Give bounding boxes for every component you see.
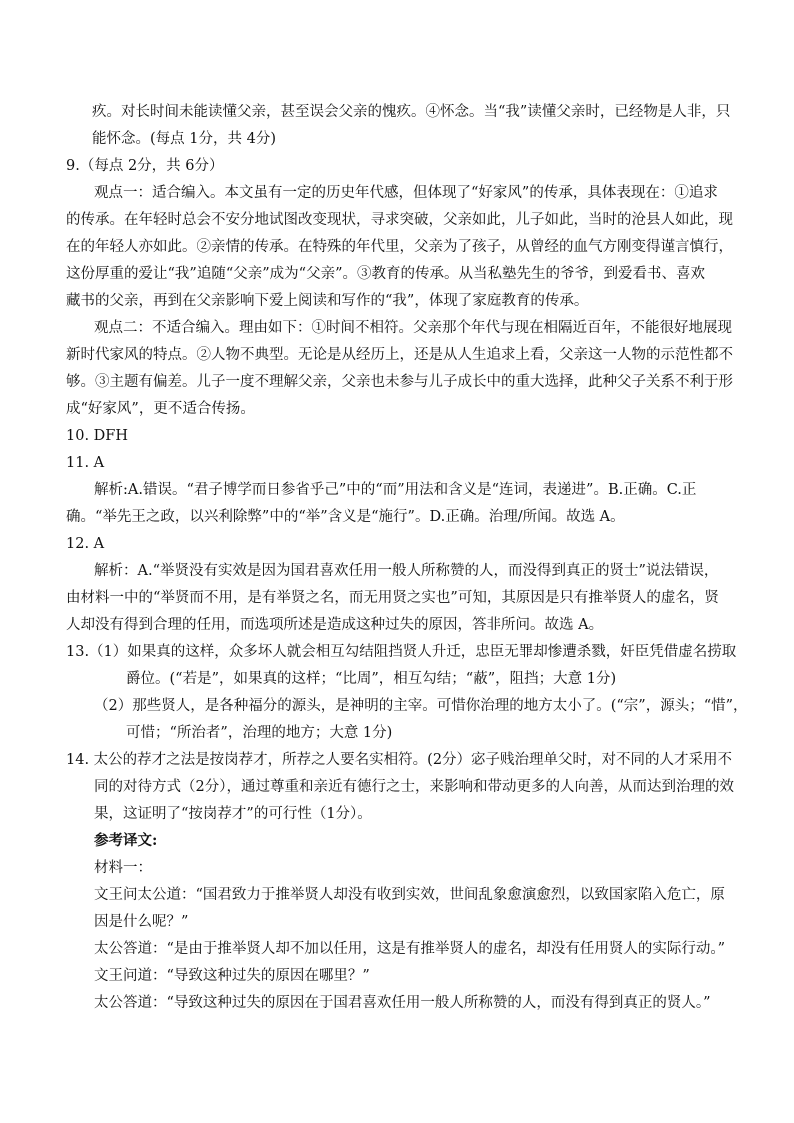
text-line: 观点二：不适合编入。理由如下：①时间不相符。父亲那个年代与现在相隔近百年，不能很好地展现 xyxy=(94,320,732,336)
text-line: 解析:A.错误。“君子博学而日参省乎己”中的“而”用法和含义是“连词，表递进”。B.正确。C.正 xyxy=(94,482,697,498)
question-number-9: 9.（每点 2分，共 6分） xyxy=(66,158,224,174)
text-line: 文王问太公道：“国君致力于推举贤人却没有收到实效，世间乱象愈演愈烈，以致国家陷入危亡，原 xyxy=(94,887,725,903)
text-line: 可惜；“所治者”，治理的地方；大意 1分) xyxy=(126,725,393,741)
question-number-11: 11. A xyxy=(66,455,105,471)
text-line: 文王问道：“导致这种过失的原因在哪里？” xyxy=(94,968,370,984)
section-heading: 参考译文: xyxy=(94,832,158,849)
text-line: 太公答道：“导致这种过失的原因在于国君喜欢任用一般人所称赞的人，而没有得到真正的贤人。” xyxy=(94,995,711,1011)
text-line: 果，这证明了“按岗荐才”的可行性（1分）。 xyxy=(94,806,372,822)
text-line: 这份厚重的爱让“我”追随“父亲”成为“父亲”。③教育的传承。从当私塾先生的爷爷，到爱看书、喜欢 xyxy=(66,266,705,282)
text-line: 在的年轻人亦如此。②亲情的传承。在特殊的年代里，父亲为了孩子，从曾经的血气方刚变得谨言慎行， xyxy=(66,239,733,255)
text-line: 能怀念。(每点 1分，共 4分) xyxy=(92,131,276,147)
question-number-14: 14. 太公的荐才之法是按岗荐才，所荐之人要名实相符。(2分）宓子贱治理单父时，对不同的人才采用不 xyxy=(66,752,733,768)
text-line: 确。“举先王之政，以兴利除弊”中的“举”含义是“施行”。D.正确。治理/所闻。故选 A。 xyxy=(66,509,625,525)
text-line: 爵位。(“若是”，如果真的这样；“比周”，相互勾结；“蔽”，阻挡；大意 1分) xyxy=(126,671,617,687)
text-line: 太公答道：“是由于推举贤人却不加以任用，这是有推举贤人的虚名，却没有任用贤人的实际行动。” xyxy=(94,941,726,957)
text-line: 成“好家风”，更不适合传扬。 xyxy=(66,401,255,417)
text-line: 的传承。在年轻时总会不安分地试图改变现状，寻求突破，父亲如此，儿子如此，当时的沧县人如此，现 xyxy=(66,212,733,228)
text-line: 新时代家风的特点。②人物不典型。无论是从经历上，还是从人生追求上看，父亲这一人物的示范性都不 xyxy=(66,347,733,363)
question-number-13: 13.（1）如果真的这样，众多坏人就会相互勾结阻挡贤人升迁，忠臣无罪却惨遭杀戮，奸臣凭借虚名捞取 xyxy=(66,644,737,660)
text-line: 疚。对长时间未能读懂父亲，甚至误会父亲的愧疚。④怀念。当“我”读懂父亲时，已经物是人非，只 xyxy=(92,104,731,120)
question-number-10: 10. DFH xyxy=(66,428,129,444)
text-line: 够。③主题有偏差。儿子一度不理解父亲，父亲也未参与儿子成长中的重大选择，此种父子关系不利于形 xyxy=(66,374,733,390)
question-number-12: 12. A xyxy=(66,536,105,552)
text-line: 材料一： xyxy=(94,860,152,876)
text-line: 由材料一中的“举贤而不用，是有举贤之名，而无用贤之实也”可知，其原因是只有推举贤人的虚名，贤 xyxy=(66,590,719,606)
text-line: 藏书的父亲，再到在父亲影响下爱上阅读和写作的“我”，体现了家庭教育的传承。 xyxy=(66,293,589,309)
text-line: （2）那些贤人，是各种福分的源头，是神明的主宰。可惜你治理的地方太小了。(“宗”，源头；“惜”， xyxy=(94,698,748,714)
text-line: 人却没有得到合理的任用，而选项所述是造成这种过失的原因，答非所问。故选 A。 xyxy=(66,617,604,633)
text-line: 因是什么呢？” xyxy=(94,914,189,930)
text-line: 同的对待方式（2分），通过尊重和亲近有德行之士，来影响和带动更多的人向善，从而达到治理的效 xyxy=(94,779,734,795)
text-line: 观点一：适合编入。本文虽有一定的历史年代感，但体现了“好家风”的传承，具体表现在：①追求 xyxy=(94,185,718,201)
text-line: 解析：A.“举贤没有实效是因为国君喜欢任用一般人所称赞的人，而没得到真正的贤士”说法错误， xyxy=(94,563,719,579)
